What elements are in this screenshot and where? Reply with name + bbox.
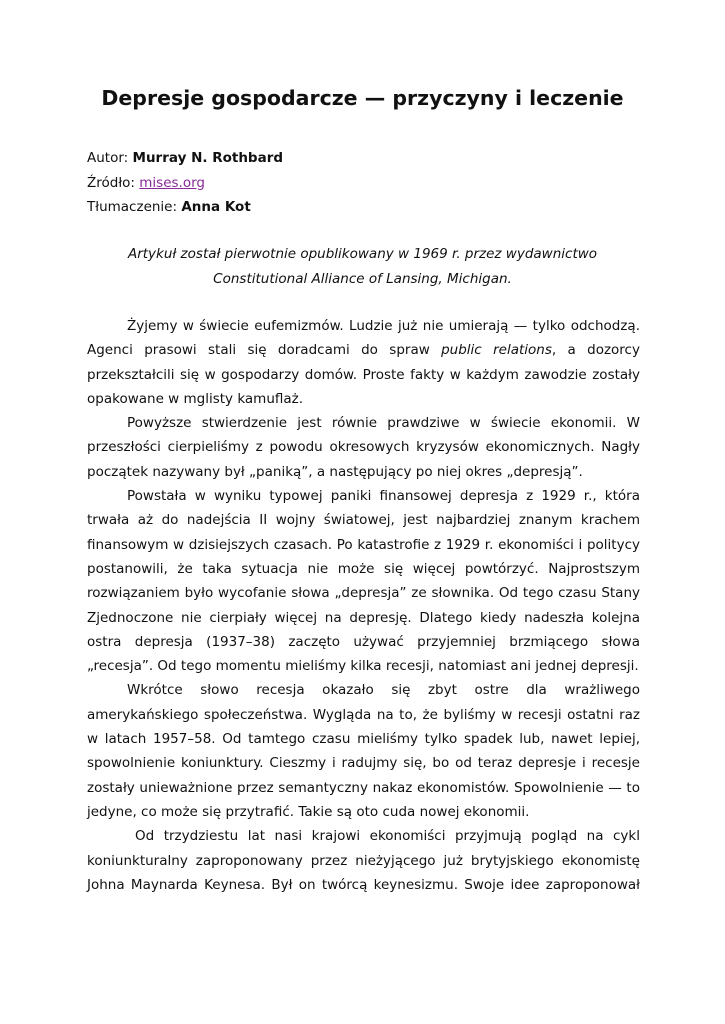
- translation-line: [87, 195, 283, 220]
- paragraph-line: Johna Maynarda Keynesa. Był on twórcą keynesizmu. Swoje idee zaproponował: [87, 876, 640, 893]
- author-line: [87, 146, 283, 171]
- paragraph-line: Wkrótce słowo recesja okazało się zbyt ostre dla wrażliwego: [127, 682, 640, 699]
- paragraph-line: rozwiązaniem było wycofanie słowa „depresja” ze słownika. Od tego czasu Stany: [87, 585, 640, 602]
- paragraph-line: Powstała w wyniku typowej paniki finansowej depresja z 1929 r., która: [127, 488, 640, 505]
- paragraph-line: początek nazywany był „paniką”, a następujący po niej okres „depresją”.: [87, 463, 583, 480]
- paragraph-line: przeszłości cierpieliśmy z powodu okresowych kryzysów ekonomicznych. Nagły: [87, 439, 640, 456]
- source-label: Źródło:: [87, 174, 135, 191]
- paragraph-line: koniunkturalny zaproponowany przez nieżyjącego już brytyjskiego ekonomistę: [87, 852, 640, 869]
- document-title: Depresje gospodarcze — przyczyny i leczenie: [101, 86, 624, 110]
- note-line: Artykuł został pierwotnie opublikowany w 1969 r. przez wydawnictwo: [127, 246, 598, 262]
- note-line: Constitutional Alliance of Lansing, Michigan.: [213, 270, 512, 287]
- author-name: Murray N. Rothbard: [132, 150, 284, 166]
- paragraph-line: Zjednoczone nie cierpiały więcej na depresję. Dlatego kiedy nadeszła kolejna: [87, 609, 640, 626]
- translation-label: Tłumaczenie:: [87, 199, 178, 215]
- paragraph-line: ostra depresja (1937–38) zaczęto używać przyjemniej brzmiącego słowa: [87, 633, 640, 650]
- paragraph-line: Żyjemy w świecie eufemizmów. Ludzie już nie umierają — tylko odchodzą.: [127, 318, 640, 334]
- paragraph-line: zostały unieważnione przez semantyczny nakaz ekonomistów. Spowolnienie — to: [87, 779, 640, 796]
- paragraph-line: Agenci prasowi stali się doradcami do spraw public relations, a dozorcy: [87, 342, 640, 359]
- article-body: [87, 314, 640, 897]
- paragraph-line: w latach 1957–58. Od tamtego czasu mieliśmy tylko spadek lub, nawet lepiej,: [87, 731, 640, 748]
- paragraph-line: „recesja”. Od tego momentu mieliśmy kilka recesji, natomiast ani jednej depresji.: [87, 658, 639, 675]
- translator-name: Anna Kot: [181, 199, 251, 215]
- article-meta: [87, 146, 283, 220]
- paragraph-line: Od trzydziestu lat nasi krajowi ekonomiści przyjmują pogląd na cykl: [135, 828, 640, 845]
- author-label: Autor:: [87, 150, 129, 166]
- paragraph-line: jedyne, co może się przytrafić. Takie są oto cuda nowej ekonomii.: [87, 803, 530, 820]
- paragraph-line: postanowili, że taka sytuacja nie może się więcej powtórzyć. Najprostszym: [87, 560, 640, 577]
- emphasis-text: public relations: [441, 342, 552, 359]
- paragraph-line: spowolnienie koniunktury. Cieszmy i radujmy się, bo od teraz depresje i recesje: [87, 755, 640, 772]
- source-line: [87, 171, 283, 196]
- paragraph-line: finansowym w dzisiejszych czasach. Po katastrofie z 1929 r. ekonomiści i politycy: [87, 536, 640, 553]
- paragraph-line: Powyższe stwierdzenie jest równie prawdziwe w świecie ekonomii. W: [127, 415, 640, 432]
- paragraph-line: amerykańskiego społeczeństwa. Wygląda na to, że byliśmy w recesji ostatni raz: [87, 706, 640, 723]
- source-link[interactable]: mises.org: [139, 174, 205, 191]
- paragraph-line: trwała aż do nadejścia II wojny światowej, jest najbardziej znanym krachem: [87, 512, 640, 529]
- paragraph-line: opakowane w mglisty kamuflaż.: [87, 390, 304, 407]
- publication-note: [0, 242, 725, 291]
- paragraph-line: przekształcili się w gospodarzy domów. Proste fakty w każdym zawodzie zostały: [87, 366, 640, 383]
